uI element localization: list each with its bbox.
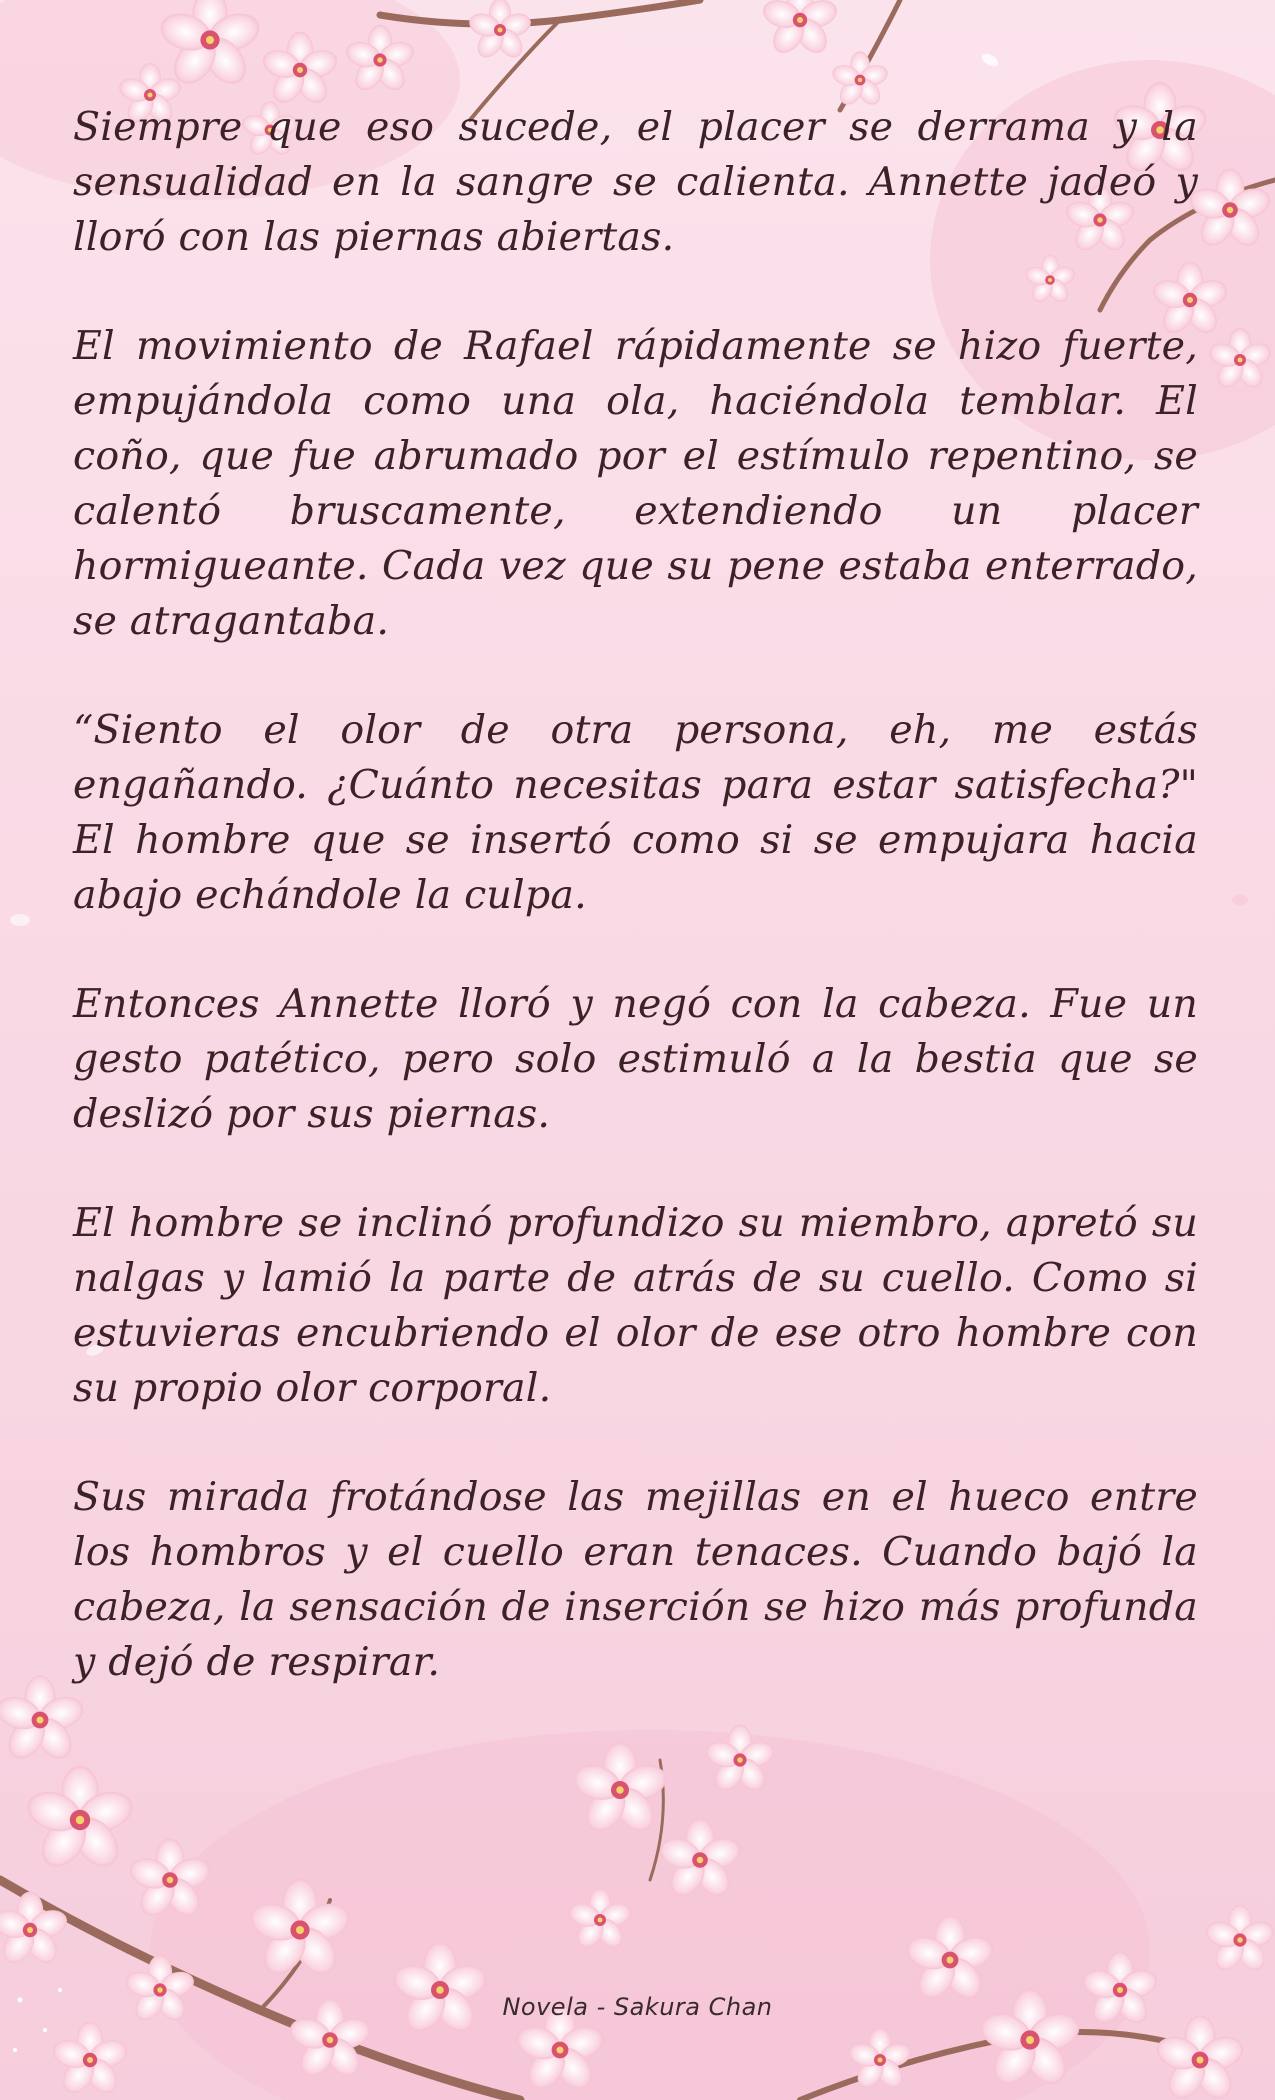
paragraph: Siempre que eso sucede, el placer se derrama y la sensualidad en la sangre se calienta. Annette jadeó y lloró con las piernas abiertas. bbox=[73, 104, 1198, 260]
paragraph: Sus mirada frotándose las mejillas en el hueco entre los hombros y el cuello eran tenaces. Cuando bajó la cabeza, la sensación de inserción se hizo más profunda y dejó de respirar. bbox=[73, 1474, 1198, 1685]
paragraph: El hombre se inclinó profundizo su miembro, apretó su nalgas y lamió la parte de atrás de su cuello. Como si estuvieras encubriendo el olor de ese otro hombre con su propio olor corporal. bbox=[73, 1200, 1198, 1411]
paragraph: El movimiento de Rafael rápidamente se hizo fuerte, empujándola como una ola, haciéndola temblar. El coño, que fue abrumado por el estímulo repentino, se calentó bruscamente, extendiendo un placer hormigueante. Cada vez que su pene estaba enterrado, se atragantaba. bbox=[73, 323, 1198, 644]
footer-credit: Novela - Sakura Chan bbox=[502, 1993, 773, 2021]
paragraph: Entonces Annette lloró y negó con la cabeza. Fue un gesto patético, pero solo estimuló a la bestia que se deslizó por sus piernas. bbox=[73, 981, 1198, 1137]
paragraph: “Siento el olor de otra persona, eh, me estás engañando. ¿Cuánto necesitas para estar satisfecha?" El hombre que se insertó como si se empujara hacia abajo echándole la culpa. bbox=[73, 707, 1198, 918]
document-body bbox=[73, 100, 1198, 1744]
